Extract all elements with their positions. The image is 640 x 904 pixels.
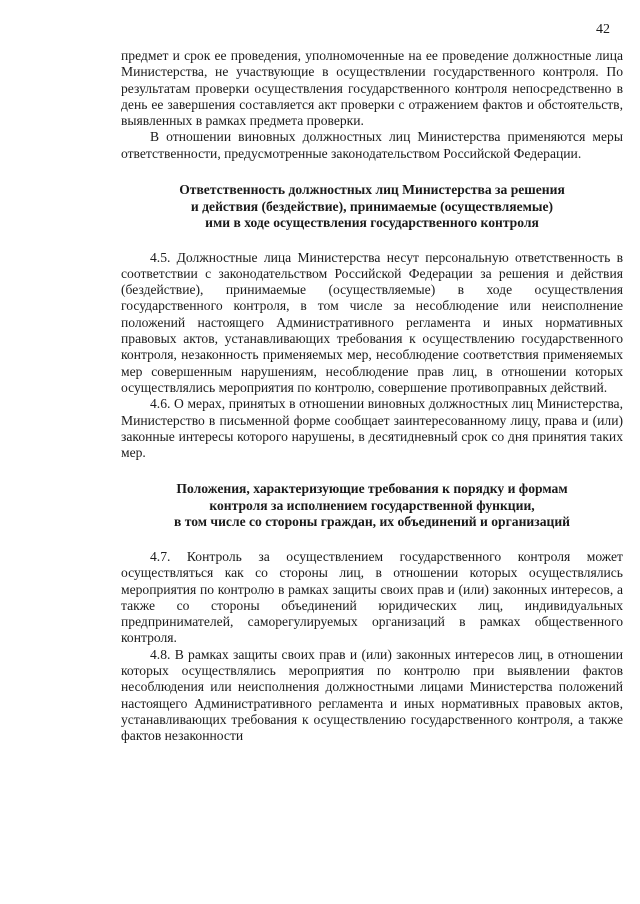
paragraph-4-8: 4.8. В рамках защиты своих прав и (или) законных интересов лиц, в отношении которых осуществлялись мероприятия по контролю при выявлении фактов несоблюдения или неисполнения должностными лицами Министерства положений настоящего Административного регламента и иных нормативных правовых актов, устанавливающих требования к осуществлению государственного контроля, а также фактов незаконности: [121, 646, 623, 744]
heading-line: в том числе со стороны граждан, их объединений и организаций: [174, 514, 570, 530]
document-body: [121, 48, 623, 745]
heading-line: Ответственность должностных лиц Министерства за решения: [179, 182, 565, 198]
paragraph: В отношении виновных должностных лиц Министерства применяются меры ответственности, предусмотренные законодательством Российской Федерации.: [121, 129, 623, 161]
heading-line: и действия (бездействие), принимаемые (осуществляемые): [190, 198, 554, 214]
paragraph-4-6: 4.6. О мерах, принятых в отношении виновных должностных лиц Министерства, Министерство в письменной форме сообщает заинтересованному лицу, права и (или) законные интересы которого нарушены, в десятидневный срок со дня принятия таких мер.: [121, 396, 623, 461]
page-number: 42: [596, 22, 610, 37]
section-heading-control-requirements: [121, 481, 623, 531]
paragraph: предмет и срок ее проведения, уполномоченные на ее проведение должностные лица Министерства, не участвующие в осуществлении государственного контроля. По результатам проверки осуществления государственного контроля непосредственно в день ее завершения составляется акт проверки с отражением фактов и обстоятельств, выявленных в рамках предмета проверки.: [121, 48, 623, 129]
heading-line: контроля за исполнением государственной функции,: [209, 497, 535, 513]
heading-line: ими в ходе осуществления государственного контроля: [205, 215, 539, 231]
paragraph-4-5: 4.5. Должностные лица Министерства несут персональную ответственность в соответствии с законодательством Российской Федерации за решения и действия (бездействие), принимаемые (осуществляемые) в ходе осуществления государственного контроля, в том числе за несоблюдение или неисполнение положений настоящего Административного регламента и иных нормативных правовых актов, устанавливающих требования к осуществлению государственного контроля, незаконность применяемых мер, несоблюдение соответствия применяемых мер совершенным нарушениям, несоблюдение прав лиц, в отношении которых осуществлялись мероприятия по контролю, совершение противоправных действий.: [121, 249, 623, 395]
section-heading-responsibility: [121, 182, 623, 232]
paragraph-4-7: 4.7. Контроль за осуществлением государственного контроля может осуществляться как со стороны лиц, в отношении которых осуществлялись мероприятия по контролю в рамках защиты своих прав и (или) законных интересов, а также со стороны объединений юридических лиц, индивидуальных предпринимателей, саморегулируемых организаций в рамках общественного контроля.: [121, 548, 623, 646]
heading-line: Положения, характеризующие требования к порядку и формам: [176, 481, 568, 497]
